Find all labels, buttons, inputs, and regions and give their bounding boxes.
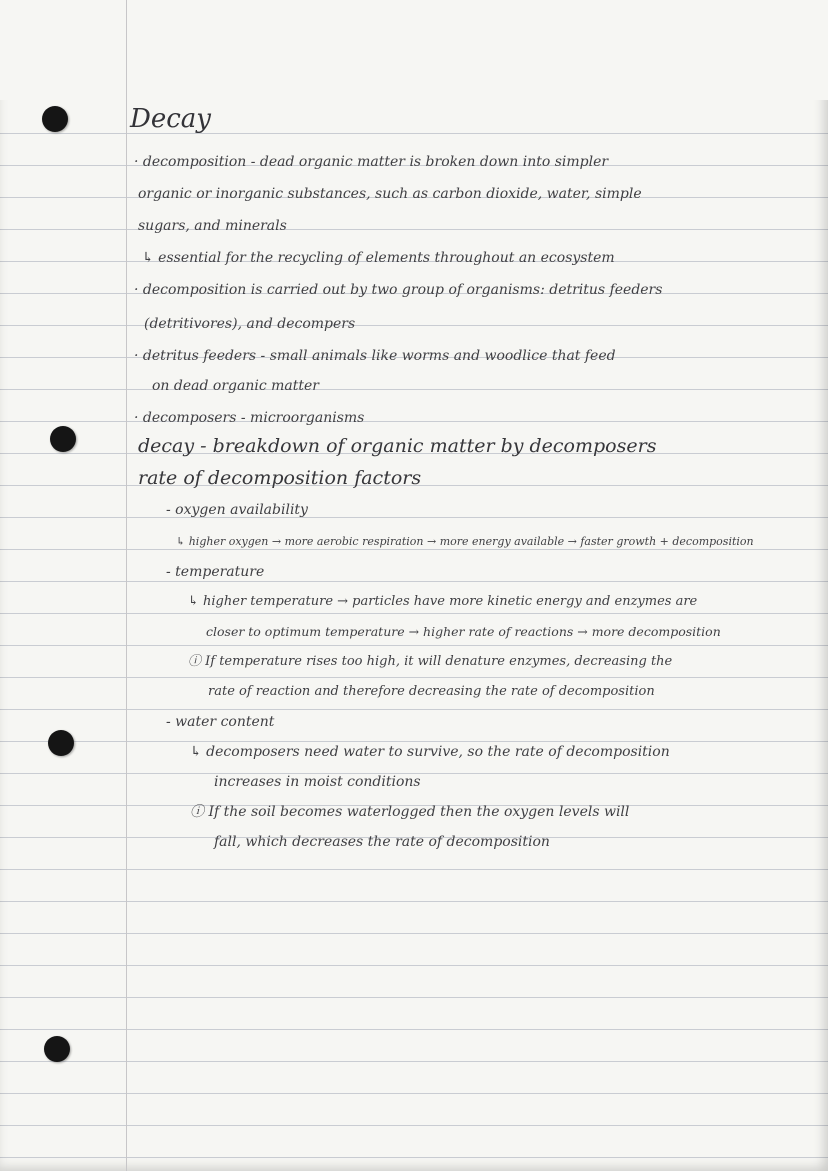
note-line: - water content	[166, 714, 275, 730]
note-line: increases in moist conditions	[214, 774, 421, 790]
note-line: rate of decomposition factors	[138, 467, 422, 489]
note-line: ↳ decomposers need water to survive, so the rate of decomposition	[190, 744, 670, 760]
note-line: (detritivores), and decompers	[144, 316, 356, 332]
note-line: · decomposition - dead organic matter is broken down into simpler	[134, 154, 609, 170]
note-line: sugars, and minerals	[138, 218, 287, 234]
note-line: ↳ essential for the recycling of elements throughout an ecosystem	[142, 250, 615, 266]
note-line: decay - breakdown of organic matter by decomposers	[138, 435, 657, 457]
note-line: closer to optimum temperature → higher rate of reactions → more decomposition	[206, 624, 721, 639]
note-line: ↳ higher temperature → particles have more kinetic energy and enzymes are	[188, 594, 698, 609]
note-line: ⓘ If temperature rises too high, it will denature enzymes, decreasing the	[188, 654, 673, 669]
note-line: - oxygen availability	[166, 502, 308, 518]
note-line: on dead organic matter	[152, 378, 319, 394]
note-line: ⓘ If the soil becomes waterlogged then the oxygen levels will	[190, 804, 630, 820]
note-line: · decomposition is carried out by two group of organisms: detritus feeders	[134, 282, 663, 298]
note-line: rate of reaction and therefore decreasing the rate of decomposition	[208, 684, 655, 699]
margin-line	[126, 0, 127, 1171]
page-title: Decay	[130, 104, 211, 134]
punch-hole-2	[50, 426, 76, 452]
note-line: organic or inorganic substances, such as carbon dioxide, water, simple	[138, 186, 642, 202]
punch-hole-1	[42, 106, 68, 132]
page-header-band	[0, 0, 828, 100]
note-line: · decomposers - microorganisms	[134, 410, 365, 426]
punch-hole-3	[48, 730, 74, 756]
note-line: · detritus feeders - small animals like worms and woodlice that feed	[134, 348, 616, 364]
punch-hole-4	[44, 1036, 70, 1062]
note-line: ↳ higher oxygen → more aerobic respiration → more energy available → faster growth + decomposition	[176, 535, 754, 548]
note-line: - temperature	[166, 564, 265, 580]
note-line: fall, which decreases the rate of decomposition	[214, 834, 550, 850]
